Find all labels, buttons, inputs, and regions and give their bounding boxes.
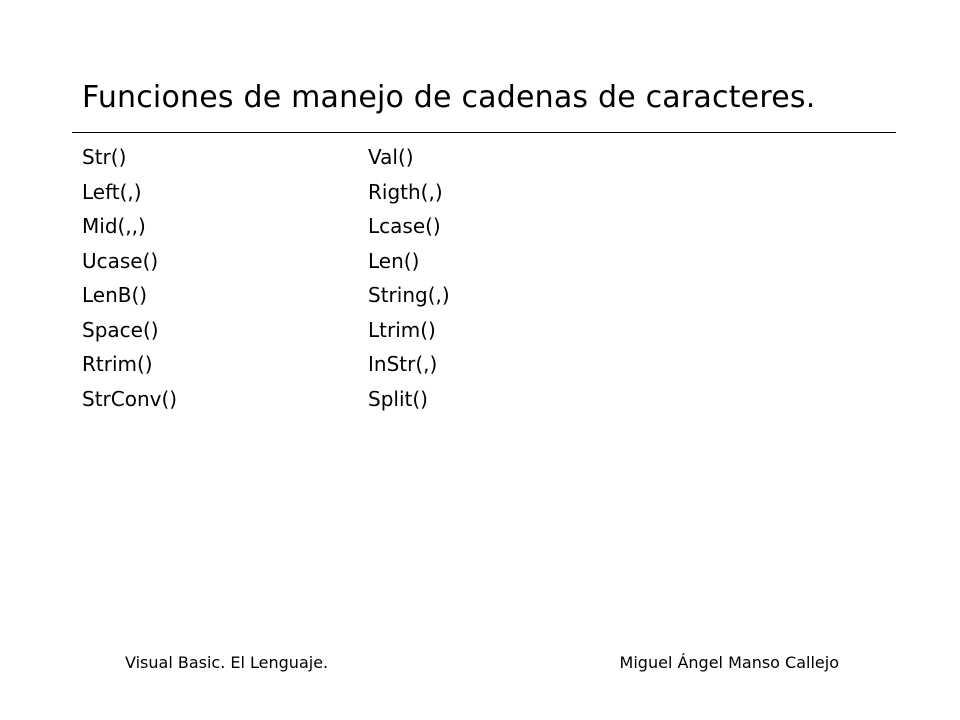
function-item: Left(,)	[82, 179, 142, 204]
function-item: Space()	[82, 317, 159, 342]
function-item: String(,)	[368, 283, 450, 307]
function-item: Rigth(,)	[368, 179, 443, 204]
function-item: Split()	[368, 386, 428, 411]
function-item: InStr(,)	[368, 352, 438, 376]
title-divider	[72, 132, 896, 133]
function-item: Ltrim()	[368, 317, 436, 342]
function-list-left	[82, 140, 177, 416]
function-item: Rtrim()	[82, 352, 153, 376]
function-item: StrConv()	[82, 386, 178, 411]
function-item: Str()	[82, 145, 127, 169]
function-item: Lcase()	[368, 214, 441, 238]
footer-author: Miguel Ángel Manso Callejo	[619, 653, 839, 672]
function-item: Len()	[368, 248, 420, 273]
function-item: Ucase()	[82, 248, 159, 273]
function-list-right	[368, 140, 450, 416]
function-item: Val()	[368, 145, 414, 169]
function-item: Mid(,,)	[82, 214, 146, 238]
footer-course-title: Visual Basic. El Lenguaje.	[125, 653, 329, 672]
function-item: LenB()	[82, 283, 148, 307]
slide-title: Funciones de manejo de cadenas de caracteres.	[82, 80, 816, 115]
